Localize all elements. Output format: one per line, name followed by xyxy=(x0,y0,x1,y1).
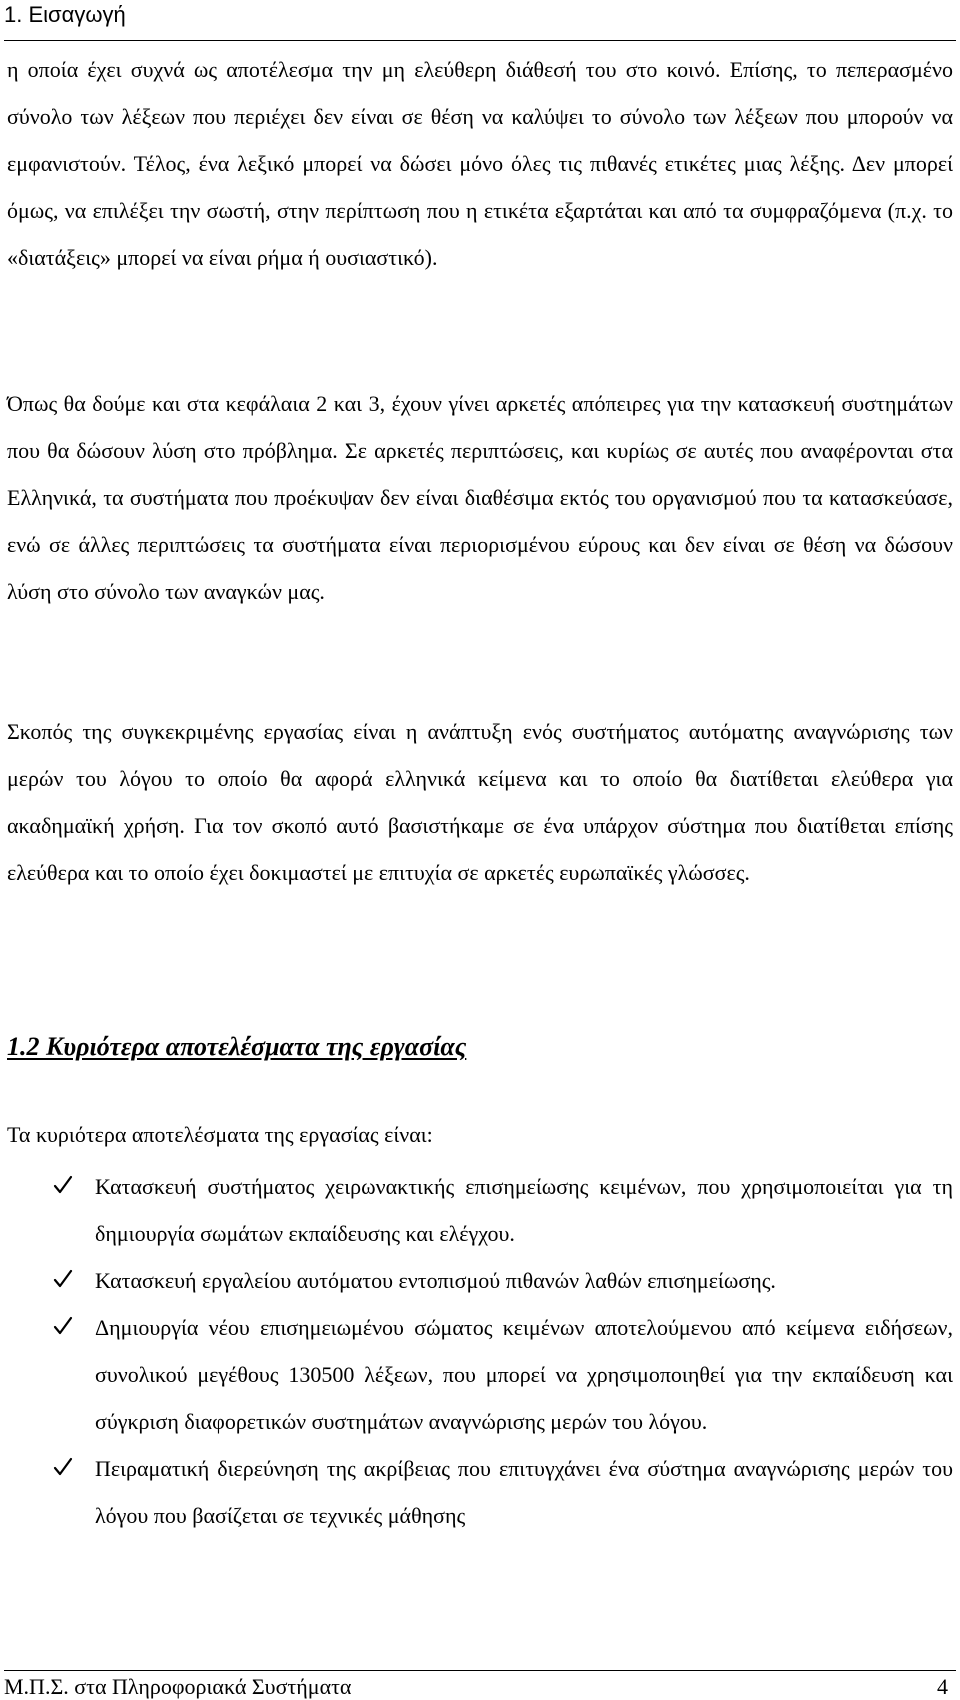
result-text: Κατασκευή εργαλείου αυτόματου εντοπισμού πιθανών λαθών επισημείωσης. xyxy=(95,1268,776,1293)
checkmark-icon xyxy=(53,1175,73,1195)
result-item xyxy=(7,1163,953,1257)
result-text: Δημιουργία νέου επισημειωμένου σώματος κειμένων αποτελούμενου από κείμενα ειδήσεων, συνολικού μεγέθους 130500 λέξεων, που μπορεί να χρησιμοποιηθεί για την εκπαίδευση και σύγκριση διαφορετικών συστημάτων αναγνώρισης μερών του λόγου. xyxy=(95,1315,953,1434)
checkmark-icon xyxy=(53,1457,73,1477)
page-number: 4 xyxy=(937,1674,948,1699)
checkmark-icon xyxy=(53,1269,73,1289)
results-list xyxy=(7,1163,953,1539)
paragraph-2: Όπως θα δούμε και στα κεφάλαια 2 και 3, έχουν γίνει αρκετές απόπειρες για την κατασκευή συστημάτων που θα δώσουν λύση στο πρόβλημα. Σε αρκετές περιπτώσεις, και κυρίως σε αυτές που αναφέρονται στα Ελληνικά, τα συστήματα που προέκυψαν δεν είναι διαθέσιμα εκτός του οργανισμού που τα κατασκεύασε, ενώ σε άλλες περιπτώσεις τα συστήματα είναι περιορισμένου εύρους και δεν είναι σε θέση να δώσουν λύση στο σύνολο των αναγκών μας. xyxy=(7,391,953,604)
section-heading: 1.2 Κυριότερα αποτελέσματα της εργασίας xyxy=(7,1032,467,1061)
result-item xyxy=(7,1257,953,1304)
running-header-chapter: 1. Εισαγωγή xyxy=(4,2,126,27)
results-intro: Τα κυριότερα αποτελέσματα της εργασίας είναι: xyxy=(7,1122,433,1147)
paragraph-3: Σκοπός της συγκεκριμένης εργασίας είναι η ανάπτυξη ενός συστήματος αυτόματης αναγνώρισης των μερών του λόγου το οποίο θα αφορά ελληνικά κείμενα και το οποίο θα διατίθεται ελεύθερα για ακαδημαϊκή χρήση. Για τον σκοπό αυτό βασιστήκαμε σε ένα υπάρχον σύστημα που διατίθεται επίσης ελεύθερα και το οποίο έχει δοκιμαστεί με επιτυχία σε αρκετές ευρωπαϊκές γλώσσες. xyxy=(7,719,953,885)
header-divider xyxy=(4,40,956,41)
footer-divider xyxy=(4,1670,956,1671)
paragraph-1: η οποία έχει συχνά ως αποτέλεσμα την μη ελεύθερη διάθεσή του στο κοινό. Επίσης, το πεπερασμένο σύνολο των λέξεων που περιέχει δεν είναι σε θέση να καλύψει το σύνολο των λέξεων που μπορούν να εμφανιστούν. Τέλος, ένα λεξικό μπορεί να δώσει μόνο όλες τις πιθανές ετικέτες μιας λέξης. Δεν μπορεί όμως, να επιλέξει την σωστή, στην περίπτωση που η ετικέτα εξαρτάται και από τα συμφραζόμενα (π.χ. το «διατάξεις» μπορεί να είναι ρήμα ή ουσιαστικό). xyxy=(7,57,953,270)
result-item xyxy=(7,1304,953,1445)
checkmark-icon xyxy=(53,1316,73,1336)
result-text: Πειραματική διερεύνηση της ακρίβειας που επιτυγχάνει ένα σύστημα αναγνώρισης μερών του λόγου που βασίζεται σε τεχνικές μάθησης xyxy=(95,1456,953,1528)
result-item xyxy=(7,1445,953,1539)
footer-program: Μ.Π.Σ. στα Πληροφοριακά Συστήματα xyxy=(4,1674,352,1699)
result-text: Κατασκευή συστήματος χειρωνακτικής επισημείωσης κειμένων, που χρησιμοποιείται για τη δημιουργία σωμάτων εκπαίδευσης και ελέγχου. xyxy=(95,1174,953,1246)
